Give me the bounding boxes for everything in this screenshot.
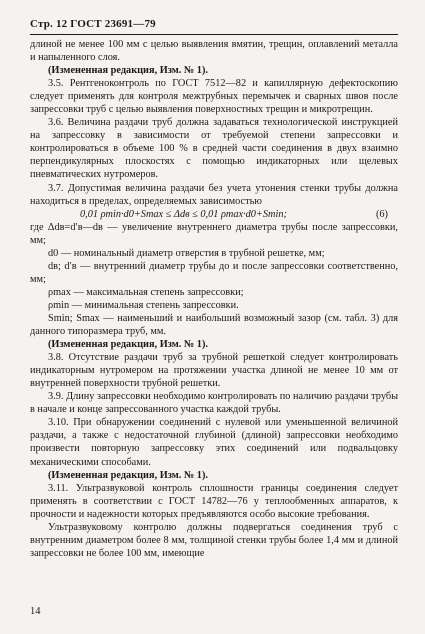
- amendment-note: (Измененная редакция, Изм. № 1).: [48, 65, 208, 77]
- page-header: Стр. 12 ГОСТ 23691—79: [30, 18, 156, 30]
- paragraph-ultrasonic: Ультразвуковому контролю должны подвергаться соединения труб с внутренним диаметром более 8 мм, толщиной стенки трубы более 1,4 мм и длиной запрессовки не более 100 мм, имеющие: [30, 521, 398, 559]
- definition-rho-min: ρmin — минимальная степень запрессовки.: [48, 299, 239, 311]
- paragraph: длиной не менее 100 мм с целью выявления вмятин, трещин, оплавлений металла и напыленного слоя.: [30, 39, 398, 64]
- definition-delta-d: где Δdв=d′в—dв — увеличение внутреннего диаметра трубы после запрессовки, мм;: [30, 221, 398, 246]
- paragraph-3-5: 3.5. Рентгеноконтроль по ГОСТ 7512—82 и капиллярную дефектоскопию следует применять для контроля межтрубных перемычек и сварных швов после запрессовки труб с целью выявления поверхностных трещин и микротрещин.: [30, 78, 398, 116]
- document-body: [30, 38, 398, 560]
- paragraph-3-9: 3.9. Длину запрессовки необходимо контролировать по наличию раздачи трубы в начале и конце запрессованного участка каждой трубы.: [30, 391, 398, 416]
- formula-number: (6): [375, 208, 388, 220]
- definition-dv: dв; d′в — внутренний диаметр трубы до и после запрессовки соответственно, мм;: [30, 260, 398, 285]
- page-number: 14: [30, 606, 41, 617]
- paragraph-3-10: 3.10. При обнаружении соединений с нулевой или уменьшенной величиной раздачи, а также с недостаточной глубиной (длиной) запрессовки необходимо произвести повторную запрессовку этих соединений или подвальцовку механическими способами.: [30, 417, 398, 468]
- header-rule: [30, 34, 398, 35]
- paragraph-3-6: 3.6. Величина раздачи труб должна задаваться технологической инструкцией на запрессовку в зависимости от требуемой степени запрессовки и контролироваться в объеме 100 % в средней части соединения в двух взаимно перпендикулярных плоскостях с помощью индикаторных или щелевых пневматических нутромеров.: [30, 117, 398, 181]
- amendment-note: (Измененная редакция, Изм. № 1).: [48, 339, 208, 351]
- paragraph-3-8: 3.8. Отсутствие раздачи труб за трубной решеткой следует контролировать индикаторным нутромером на протяжении участка длиной не менее 10 мм от внутренней поверхности трубной решетки.: [30, 352, 398, 390]
- paragraph-3-7: 3.7. Допустимая величина раздачи без учета утонения стенки трубы должна находиться в пределах, определяемых зависимостью: [30, 182, 398, 207]
- formula-text: 0,01 ρmin·d0+Smax ≤ Δdв ≤ 0,01 ρmax·d0+Smin;: [80, 208, 287, 220]
- formula-6: [30, 208, 398, 221]
- amendment-note: (Измененная редакция, Изм. № 1).: [48, 469, 208, 481]
- definition-d0: d0 — номинальный диаметр отверстия в трубной решетке, мм;: [48, 247, 325, 259]
- paragraph-3-11: 3.11. Ультразвуковой контроль сплошности границы соединения следует применять в соответствии с ГОСТ 14782—76 у теплообменных аппаратов, к прочности и надежности которых предъявляются особо высокие требования.: [30, 482, 398, 520]
- definition-s: Smin; Smax — наименьший и наибольший возможный зазор (см. табл. 3) для данного типоразмера труб, мм.: [30, 312, 398, 338]
- definition-rho-max: ρmax — максимальная степень запрессовки;: [48, 286, 244, 298]
